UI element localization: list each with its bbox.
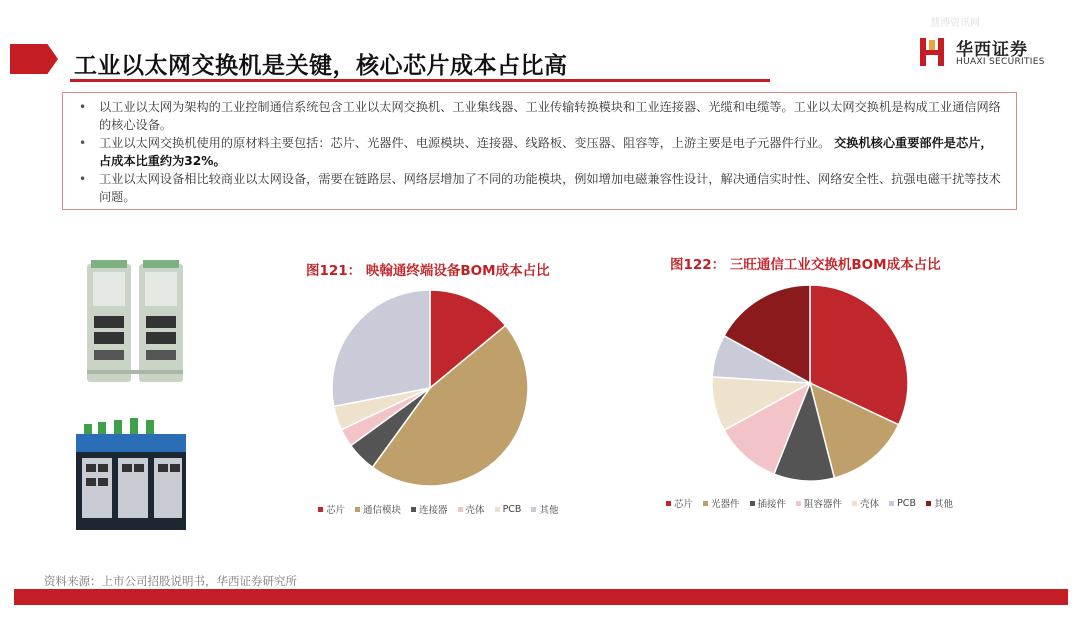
legend-label: 光器件: [711, 499, 740, 510]
legend-item: [889, 496, 916, 510]
legend-swatch: [458, 507, 463, 512]
legend-swatch: [495, 507, 500, 512]
legend-121: [318, 502, 558, 516]
bullet-list: [77, 98, 1002, 206]
legend-item: [666, 496, 693, 510]
huaxi-logo-icon: [918, 36, 948, 68]
bullet-highlight: 交换机核心重要部件是芯片，占成本比重约为32%。: [99, 136, 993, 168]
pie-chart-122: [710, 283, 910, 483]
legend-swatch: [750, 501, 755, 506]
legend-label: PCB: [502, 503, 522, 515]
legend-swatch: [926, 501, 931, 506]
legend-label: 其他: [539, 505, 559, 516]
bullet-dot-icon: •: [79, 100, 87, 114]
legend-swatch: [355, 507, 360, 512]
legend-label: 其他: [933, 499, 953, 510]
legend-item: [926, 496, 953, 510]
legend-label: 芯片: [326, 505, 346, 516]
legend-item: [495, 502, 522, 516]
rack-switch-photo: [70, 412, 192, 532]
pie-chart-121: [330, 288, 530, 488]
legend-swatch: [531, 507, 536, 512]
brand-name-cn: 华西证券: [956, 40, 1028, 60]
bullet-item: • 工业以太网交换机使用的原材料主要包括：芯片、光器件、电源模块、连接器、线路板、变压器、阻容等，上游主要是电子元器件行业。 交换机核心重要部件是芯片，占成本比重约为32%。: [79, 136, 993, 168]
source-note: 资料来源：上市公司招股说明书，华西证券研究所: [44, 574, 297, 588]
legend-label: 芯片: [674, 499, 694, 510]
legend-item: [531, 502, 558, 516]
legend-label: 通信模块: [363, 505, 402, 516]
legend-label: PCB: [897, 497, 916, 509]
legend-label: 壳体: [860, 499, 880, 510]
bullet-item: • 以工业以太网为架构的工业控制通信系统包含工业以太网交换机、工业集线器、工业传输转换模块和工业连接器、光缆和电缆等。工业以太网交换机是构成工业通信网络的核心设备。: [79, 100, 1001, 132]
figure-122-title: 图122： 三旺通信工业交换机BOM成本占比: [670, 257, 941, 273]
pie-slice-6: [332, 290, 430, 406]
legend-item: [411, 502, 448, 516]
summary-box: [62, 92, 1017, 210]
legend-item: [750, 496, 787, 510]
din-rail-switch-photo: [85, 258, 185, 386]
legend-item: [355, 502, 401, 516]
legend-swatch: [796, 501, 801, 506]
bullet-dot-icon: •: [79, 136, 87, 150]
legend-swatch: [852, 501, 857, 506]
legend-label: 壳体: [465, 505, 485, 516]
legend-item: [852, 496, 879, 510]
legend-item: [458, 502, 485, 516]
bullet-dot-icon: •: [79, 172, 87, 186]
legend-swatch: [318, 507, 323, 512]
footer-bar: [14, 589, 1068, 605]
brand-name-en: HUAXI SECURITIES: [956, 57, 1045, 67]
legend-swatch: [666, 501, 671, 506]
legend-122: [666, 496, 953, 510]
legend-label: 插接件: [757, 499, 787, 510]
legend-item: [703, 496, 740, 510]
legend-swatch: [703, 501, 708, 506]
title-underline: [70, 79, 770, 82]
legend-swatch: [889, 501, 894, 506]
bullet-item: • 工业以太网设备相比较商业以太网设备，需要在链路层、网络层增加了不同的功能模块，例如增加电磁兼容性设计，解决通信实时性、网络安全性、抗强电磁干扰等技术问题。: [79, 172, 1001, 204]
title-accent-tab: [10, 44, 58, 74]
page-title: 工业以太网交换机是关键，核心芯片成本占比高: [74, 53, 568, 79]
figure-121-title: 图121： 映翰通终端设备BOM成本占比: [306, 263, 550, 279]
watermark: 慧博资讯网: [930, 18, 980, 29]
legend-item: [318, 502, 345, 516]
legend-label: 阻容器件: [804, 499, 843, 510]
legend-swatch: [411, 507, 416, 512]
legend-label: 连接器: [419, 505, 448, 516]
legend-item: [796, 496, 842, 510]
